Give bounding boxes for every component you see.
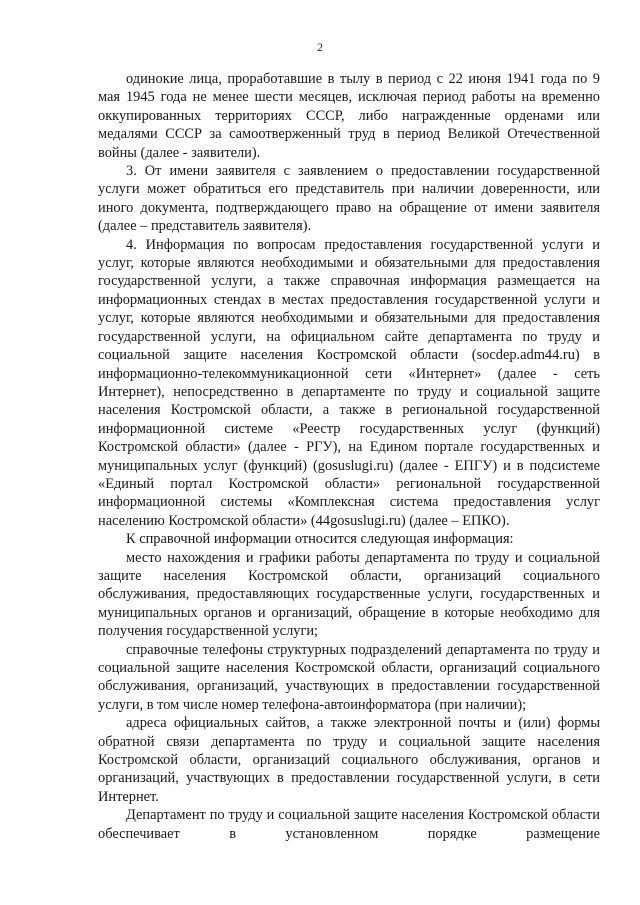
document-body xyxy=(98,70,600,843)
paragraph-location-schedule: место нахождения и графики работы департамента по труду и социальной защите населения Костромской области, организаций социального обслуживания, предоставляющих государственные услуги, государственных и муниципальных органов и организаций, обращение в которые необходимо для получения государственной услуги; xyxy=(98,549,600,640)
paragraph-department-provides: Департамент по труду и социальной защите населения Костромской области обеспечивает в установленном порядке размещение xyxy=(98,807,600,842)
paragraph-reference-info-intro: К справочной информации относится следующая информация: xyxy=(126,531,514,548)
page-number: 2 xyxy=(317,40,323,54)
paragraph-phones: справочные телефоны структурных подразделений департамента по труду и социальной защите населения Костромской области, организаций социального обслуживания, организаций, участвующих в предоставлении государственной услуги, в том числе номер телефона-автоинформатора (при наличии); xyxy=(98,641,600,713)
paragraph-applicants-continuation: одинокие лица, проработавшие в тылу в период с 22 июня 1941 года по 9 мая 1945 года не менее шести месяцев, исключая период работы на временно оккупированных территориях СССР, либо награжденные орденами или медалями СССР за самоотверженный труд в период Великой Отечественной войны (далее - заявители). xyxy=(98,71,600,161)
paragraph-3-representative: 3. От имени заявителя с заявлением о предоставлении государственной услуги может обратиться его представитель при наличии доверенности, или иного документа, подтверждающего право на обращение от имени заявителя (далее – представитель заявителя). xyxy=(98,163,600,235)
paragraph-4-information: 4. Информация по вопросам предоставления государственной услуги и услуг, которые являются необходимыми и обязательными для предоставления государственной услуги, а также справочная информация размещается на информационных стендах в местах предоставления государственной услуги и услуг, которые являются необходимыми и обязательными для предоставления государственной услуги, на официальном сайте департамента по труду и социальной защите населения Костромской области (socdep.adm44.ru) в информационно-телекоммуникационной сети «Интернет» (далее - сеть Интернет), непосредственно в департаменте по труду и социальной защите населения Костромской области, а также в региональной государственной информационной системе «Реестр государственных услуг (функций) Костромской области» (далее - РГУ), на Едином портале государственных и муниципальных услуг (функций) (gosuslugi.ru) (далее - ЕПГУ) и в подсистеме «Единый портал Костромской области» региональной государственной информационной системы «Комплексная система предоставления услуг населению Костромской области» (44gosuslugi.ru) (далее – ЕПКО). xyxy=(98,236,600,529)
paragraph-websites: адреса официальных сайтов, а также электронной почты и (или) формы обратной связи департамента по труду и социальной защите населения Костромской области, организаций социального обслуживания, органов и организаций, участвующих в предоставлении государственной услуги, в сети Интернет. xyxy=(98,715,600,805)
